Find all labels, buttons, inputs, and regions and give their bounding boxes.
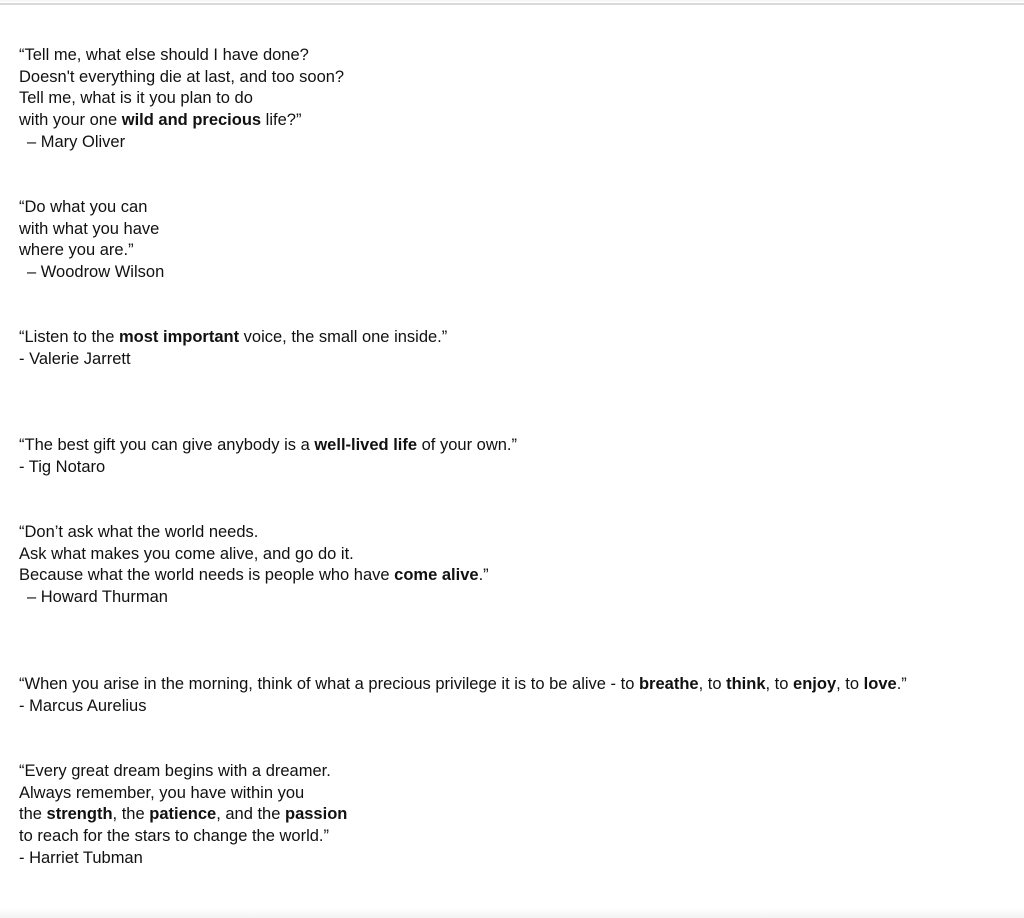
quote-text: where you are.”	[19, 241, 134, 260]
quote-text: of your own.”	[417, 436, 518, 454]
emphasized-text: wild and precious	[121, 111, 262, 130]
quote-line	[19, 88, 344, 110]
quote-line	[19, 804, 347, 826]
quote-text: , to	[836, 675, 864, 693]
quote-text: .”	[478, 566, 489, 585]
emphasized-text: well-lived life	[314, 436, 418, 454]
emphasized-text: think	[726, 675, 766, 693]
quote-line	[19, 761, 347, 783]
emphasized-text: come alive	[394, 566, 479, 585]
quote-tig-notaro	[19, 435, 517, 478]
quote-text: the	[19, 805, 47, 824]
emphasized-text: patience	[149, 805, 217, 824]
quote-text: “Tell me, what else should I have done?	[19, 46, 309, 64]
emphasized-text: enjoy	[793, 675, 837, 693]
quote-text: .”	[896, 675, 907, 693]
quote-text: “When you arise in the morning, think of what a precious privilege it is to be alive - to	[19, 675, 639, 693]
emphasized-text: passion	[285, 805, 348, 824]
quote-text: voice, the small one inside.”	[239, 328, 448, 346]
quote-howard-thurman	[19, 522, 489, 609]
quote-text: , and the	[216, 805, 285, 824]
quote-text: “Every great dream begins with a dreamer.	[19, 762, 331, 780]
quote-text: “The best gift you can give anybody is a	[19, 436, 315, 454]
quote-text: Because what the world needs is people who have	[19, 566, 395, 585]
quote-harriet-tubman	[19, 761, 347, 869]
quote-text: Always remember, you have within you	[19, 783, 305, 802]
bottom-fade	[0, 908, 1024, 918]
quote-line	[19, 522, 489, 544]
quote-attribution: - Tig Notaro	[19, 457, 106, 476]
quote-valerie-jarrett	[19, 327, 447, 370]
quote-text: with what you have	[19, 219, 160, 238]
quote-text: “Don’t ask what the world needs.	[19, 523, 259, 541]
quote-text: Doesn't everything die at last, and too soon?	[19, 67, 345, 86]
quote-text: Tell me, what is it you plan to do	[19, 89, 253, 108]
quote-line	[19, 544, 489, 566]
quote-attribution: – Howard Thurman	[27, 588, 168, 607]
quote-text: , the	[112, 805, 150, 824]
quote-attribution: - Harriet Tubman	[19, 848, 143, 867]
quote-text: Ask what makes you come alive, and go do it.	[19, 544, 354, 563]
quote-text: , to	[698, 675, 727, 693]
quote-text: life?”	[261, 111, 302, 130]
quote-text: , to	[765, 675, 794, 693]
quote-line	[19, 67, 344, 89]
quote-line	[19, 219, 164, 241]
emphasized-text: strength	[46, 805, 113, 824]
emphasized-text: love	[863, 675, 897, 693]
quote-line	[19, 783, 347, 805]
emphasized-text: most important	[118, 328, 240, 346]
quote-attribution: - Marcus Aurelius	[19, 696, 147, 715]
quote-text: to reach for the stars to change the world.”	[19, 827, 329, 846]
quote-attribution: - Valerie Jarrett	[19, 349, 131, 368]
top-divider	[0, 3, 1024, 5]
quote-attribution: – Mary Oliver	[27, 132, 126, 151]
quote-line	[19, 240, 164, 262]
quote-woodrow-wilson	[19, 197, 164, 284]
quote-line	[19, 110, 344, 132]
quote-line	[19, 565, 489, 587]
quote-attribution: – Woodrow Wilson	[27, 263, 165, 282]
quote-line	[19, 197, 164, 219]
quote-line	[19, 327, 447, 349]
emphasized-text: breathe	[638, 675, 699, 693]
quote-text: “Do what you can	[19, 198, 148, 216]
quote-text: “Listen to the	[19, 328, 119, 346]
quote-mary-oliver	[19, 45, 344, 153]
quote-line	[19, 45, 344, 67]
quote-marcus-aurelius	[19, 674, 907, 717]
quote-text: with your one	[19, 111, 122, 130]
quote-line	[19, 826, 347, 848]
quote-line	[19, 674, 907, 696]
quote-line	[19, 435, 517, 457]
